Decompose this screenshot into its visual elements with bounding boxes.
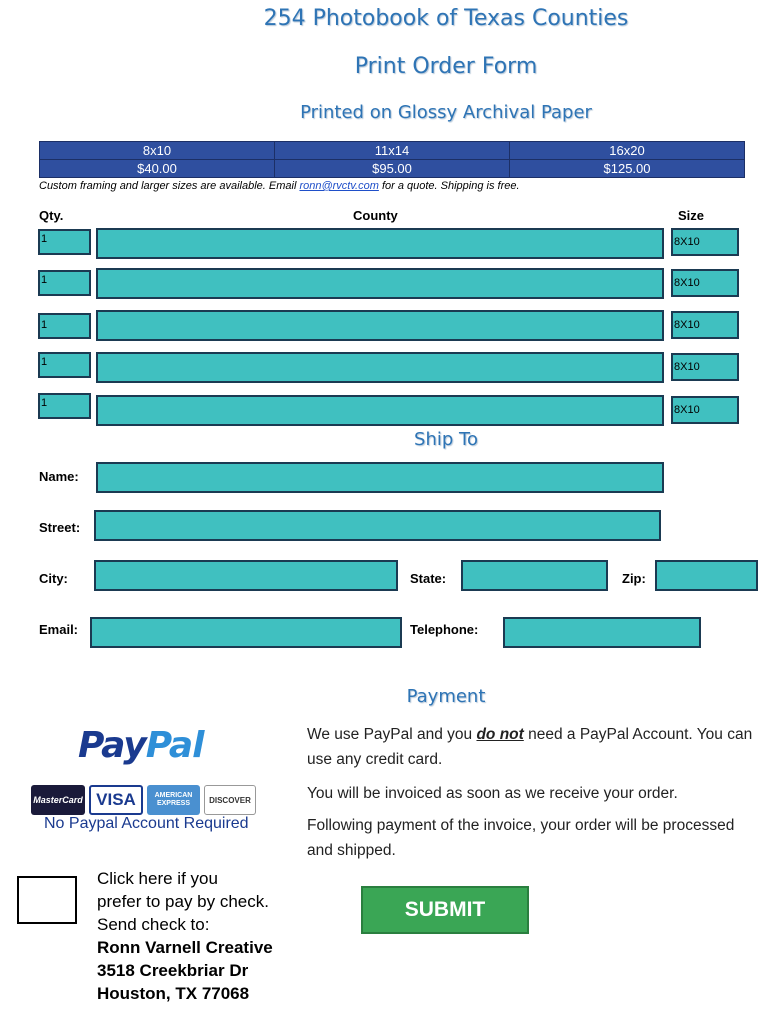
county-field[interactable]: [96, 352, 664, 383]
amex-icon: AMERICAN EXPRESS: [147, 785, 200, 815]
size-field[interactable]: 8X10: [671, 353, 739, 381]
size-field[interactable]: 8X10: [671, 269, 739, 297]
form-title: Print Order Form: [354, 54, 538, 79]
price-table: [39, 141, 745, 178]
email-label: Email:: [39, 622, 79, 637]
paper-subtitle: Printed on Glossy Archival Paper: [300, 102, 592, 123]
name-label: Name:: [39, 469, 79, 484]
note-text: Custom framing and larger sizes are available. Email: [39, 180, 300, 192]
size-field[interactable]: 8X10: [671, 228, 739, 256]
qty-field[interactable]: 1: [38, 229, 91, 255]
state-label: State:: [410, 571, 447, 586]
do-not-emphasis: do not: [476, 726, 524, 743]
qty-field[interactable]: 1: [38, 393, 91, 419]
county-field[interactable]: [96, 395, 664, 426]
telephone-label: Telephone:: [410, 622, 479, 637]
mastercard-icon: MasterCard: [31, 785, 85, 815]
county-header: County: [353, 208, 398, 223]
check-line: prefer to pay by check.: [97, 892, 269, 911]
check-instructions: [97, 867, 273, 1005]
street-field[interactable]: [94, 510, 661, 541]
email-link[interactable]: ronn@rvctv.com: [299, 180, 379, 192]
city-field[interactable]: [94, 560, 398, 591]
price-amount: $40.00: [40, 160, 275, 178]
check-line: Click here if you: [97, 869, 218, 888]
payment-heading: Payment: [406, 686, 486, 707]
paypal-logo-pal: Pal: [145, 725, 204, 766]
paypal-logo-pay: Pay: [78, 725, 146, 766]
note-text-end: for a quote. Shipping is free.: [378, 180, 520, 192]
visa-icon: VISA: [89, 785, 143, 815]
check-address-street: 3518 Creekbriar Dr: [97, 961, 249, 980]
paypal-logo: [78, 725, 203, 766]
qty-field[interactable]: 1: [38, 352, 91, 378]
size-field[interactable]: 8X10: [671, 311, 739, 339]
check-address-name: Ronn Varnell Creative: [97, 938, 273, 957]
framing-note: [39, 180, 520, 192]
zip-label: Zip:: [622, 571, 646, 586]
state-field[interactable]: [461, 560, 608, 591]
no-paypal-account-text: No Paypal Account Required: [44, 815, 249, 832]
submit-button[interactable]: SUBMIT: [361, 886, 529, 934]
price-amount: $125.00: [510, 160, 745, 178]
pay-by-check-checkbox[interactable]: [17, 876, 77, 924]
check-line: Send check to:: [97, 915, 210, 934]
county-field[interactable]: [96, 228, 664, 259]
county-field[interactable]: [96, 268, 664, 299]
check-address: [97, 936, 273, 959]
ship-to-heading: Ship To: [414, 429, 478, 450]
payment-text: We use PayPal and you: [307, 726, 477, 743]
name-field[interactable]: [96, 462, 664, 493]
payment-shipping-info: Following payment of the invoice, your order will be processed and shipped.: [307, 817, 735, 859]
email-field[interactable]: [90, 617, 402, 648]
payment-invoice-info: You will be invoiced as soon as we receive your order.: [307, 785, 678, 802]
price-amount-row: [40, 160, 745, 178]
qty-field[interactable]: 1: [38, 313, 91, 339]
qty-header: Qty.: [39, 208, 64, 223]
county-field[interactable]: [96, 310, 664, 341]
payment-paypal-info: [307, 722, 757, 772]
payment-text-end: need a PayPal Account. You can use any credit card.: [307, 726, 753, 768]
price-amount: $95.00: [275, 160, 510, 178]
city-label: City:: [39, 571, 68, 586]
telephone-field[interactable]: [503, 617, 701, 648]
discover-icon: DISCOVER: [204, 785, 256, 815]
price-size: 11x14: [275, 142, 510, 160]
qty-field[interactable]: 1: [38, 270, 91, 296]
size-field[interactable]: 8X10: [671, 396, 739, 424]
check-address: [97, 982, 273, 1005]
zip-field[interactable]: [655, 560, 758, 591]
check-address-city: Houston, TX 77068: [97, 984, 250, 1003]
document-title: 254 Photobook of Texas Counties: [263, 6, 629, 31]
price-size: 8x10: [40, 142, 275, 160]
price-size: 16x20: [510, 142, 745, 160]
price-size-row: [40, 142, 745, 160]
street-label: Street:: [39, 520, 81, 535]
check-address: [97, 959, 273, 982]
size-header: Size: [678, 208, 705, 223]
